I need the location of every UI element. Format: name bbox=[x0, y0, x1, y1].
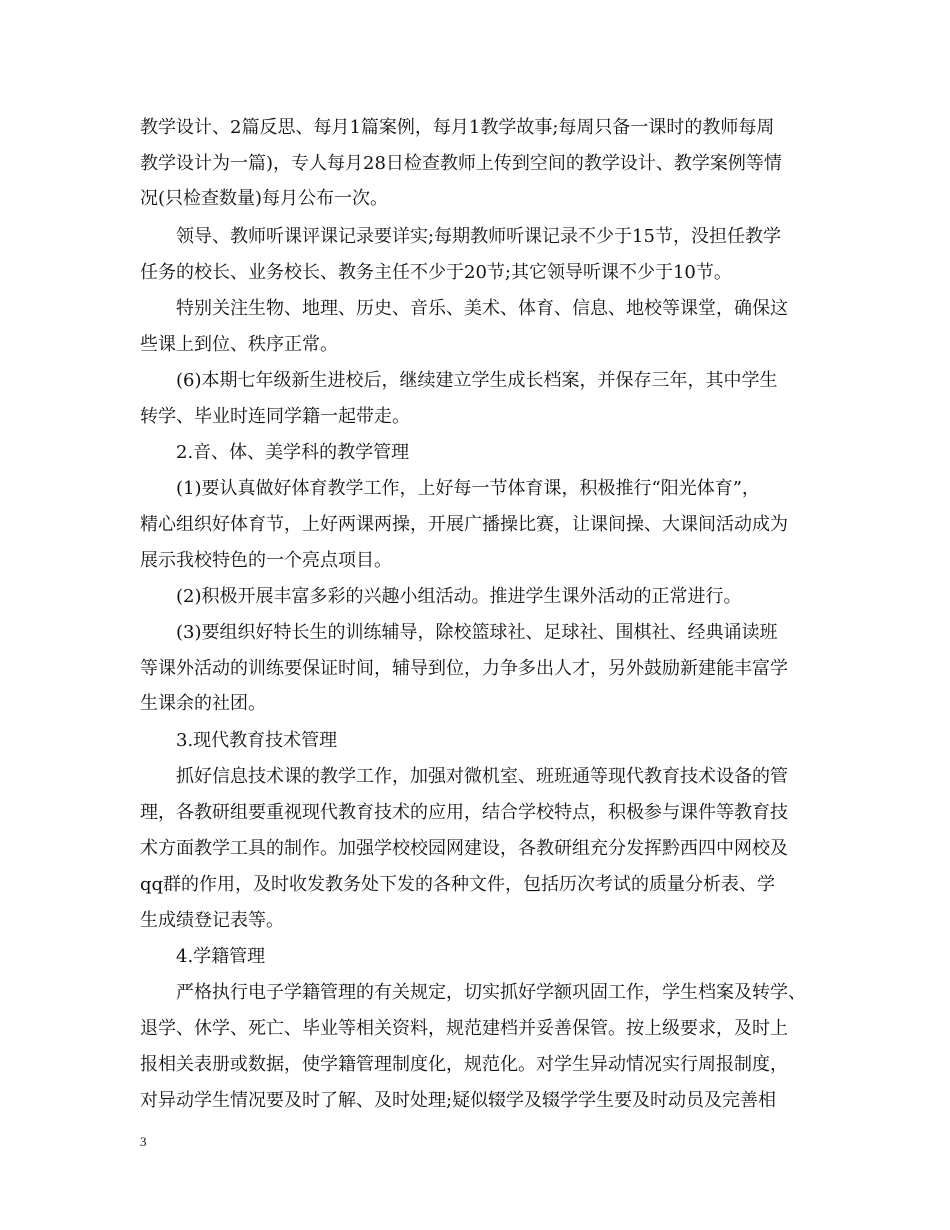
body-text-line: (3)要组织好特长生的训练辅导，除校篮球社、足球社、围棋社、经典诵读班 bbox=[176, 622, 778, 643]
body-text-line: (6)本期七年级新生进校后，继续建立学生成长档案，并保存三年，其中学生 bbox=[176, 370, 778, 391]
section-heading: 3.现代教育技术管理 bbox=[176, 730, 338, 751]
body-text-line: 抓好信息技术课的教学工作，加强对微机室、班班通等现代教育技术设备的管 bbox=[176, 766, 788, 787]
section-heading: 4.学籍管理 bbox=[176, 946, 266, 967]
body-text-line: 精心组织好体育节，上好两课两操，开展广播操比赛，让课间操、大课间活动成为 bbox=[140, 514, 788, 535]
body-text-line: 特别关注生物、地理、历史、音乐、美术、体育、信息、地校等课堂，确保这 bbox=[176, 298, 788, 319]
body-text-line: 报相关表册或数据，使学籍管理制度化，规范化。对学生异动情况实行周报制度， bbox=[140, 1054, 788, 1075]
body-text-line: 教学设计为一篇)，专人每月28日检查教师上传到空间的教学设计、教学案例等情 bbox=[140, 153, 782, 174]
body-text-line: 生成绩登记表等。 bbox=[140, 910, 284, 931]
page-number: 3 bbox=[140, 1134, 147, 1149]
body-text-line: 领导、教师听课评课记录要详实;每期教师听课记录不少于15节，没担任教学 bbox=[176, 226, 781, 247]
body-text-line: 退学、休学、死亡、毕业等相关资料，规范建档并妥善保管。按上级要求，及时上 bbox=[140, 1018, 788, 1039]
body-text-line: 任务的校长、业务校长、教务主任不少于20节;其它领导听课不少于10节。 bbox=[140, 262, 732, 283]
body-text-line: 教学设计、2篇反思、每月1篇案例，每月1教学故事;每周只备一课时的教师每周 bbox=[140, 117, 775, 138]
body-text-line: 等课外活动的训练要保证时间，辅导到位，力争多出人才，另外鼓励新建能丰富学 bbox=[140, 658, 788, 679]
body-text-line: 严格执行电子学籍管理的有关规定，切实抓好学额巩固工作，学生档案及转学、 bbox=[176, 982, 806, 1003]
body-text-line: 术方面教学工具的制作。加强学校校园网建设，各教研组充分发挥黔西四中网校及 bbox=[140, 838, 788, 859]
body-text-line: 对异动学生情况要及时了解、及时处理;疑似辍学及辍学学生要及时动员及完善相 bbox=[140, 1090, 777, 1111]
body-text-line: qq群的作用，及时收发教务处下发的各种文件，包括历次考试的质量分析表、学 bbox=[140, 874, 776, 895]
body-text-line: 理，各教研组要重视现代教育技术的应用，结合学校特点，积极参与课件等教育技 bbox=[140, 802, 788, 823]
body-text-line: 转学、毕业时连同学籍一起带走。 bbox=[140, 406, 410, 427]
body-text-line: 况(只检查数量)每月公布一次。 bbox=[140, 188, 389, 209]
body-text-line: (2)积极开展丰富多彩的兴趣小组活动。推进学生课外活动的正常进行。 bbox=[176, 586, 742, 607]
body-text-line: 些课上到位、秩序正常。 bbox=[140, 334, 338, 355]
body-text-line: 生课余的社团。 bbox=[140, 693, 266, 714]
body-text-line: 展示我校特色的一个亮点项目。 bbox=[140, 550, 392, 571]
section-heading: 2.音、体、美学科的教学管理 bbox=[176, 442, 410, 463]
body-text-line: (1)要认真做好体育教学工作，上好每一节体育课，积极推行“阳光体育”， bbox=[176, 478, 760, 499]
